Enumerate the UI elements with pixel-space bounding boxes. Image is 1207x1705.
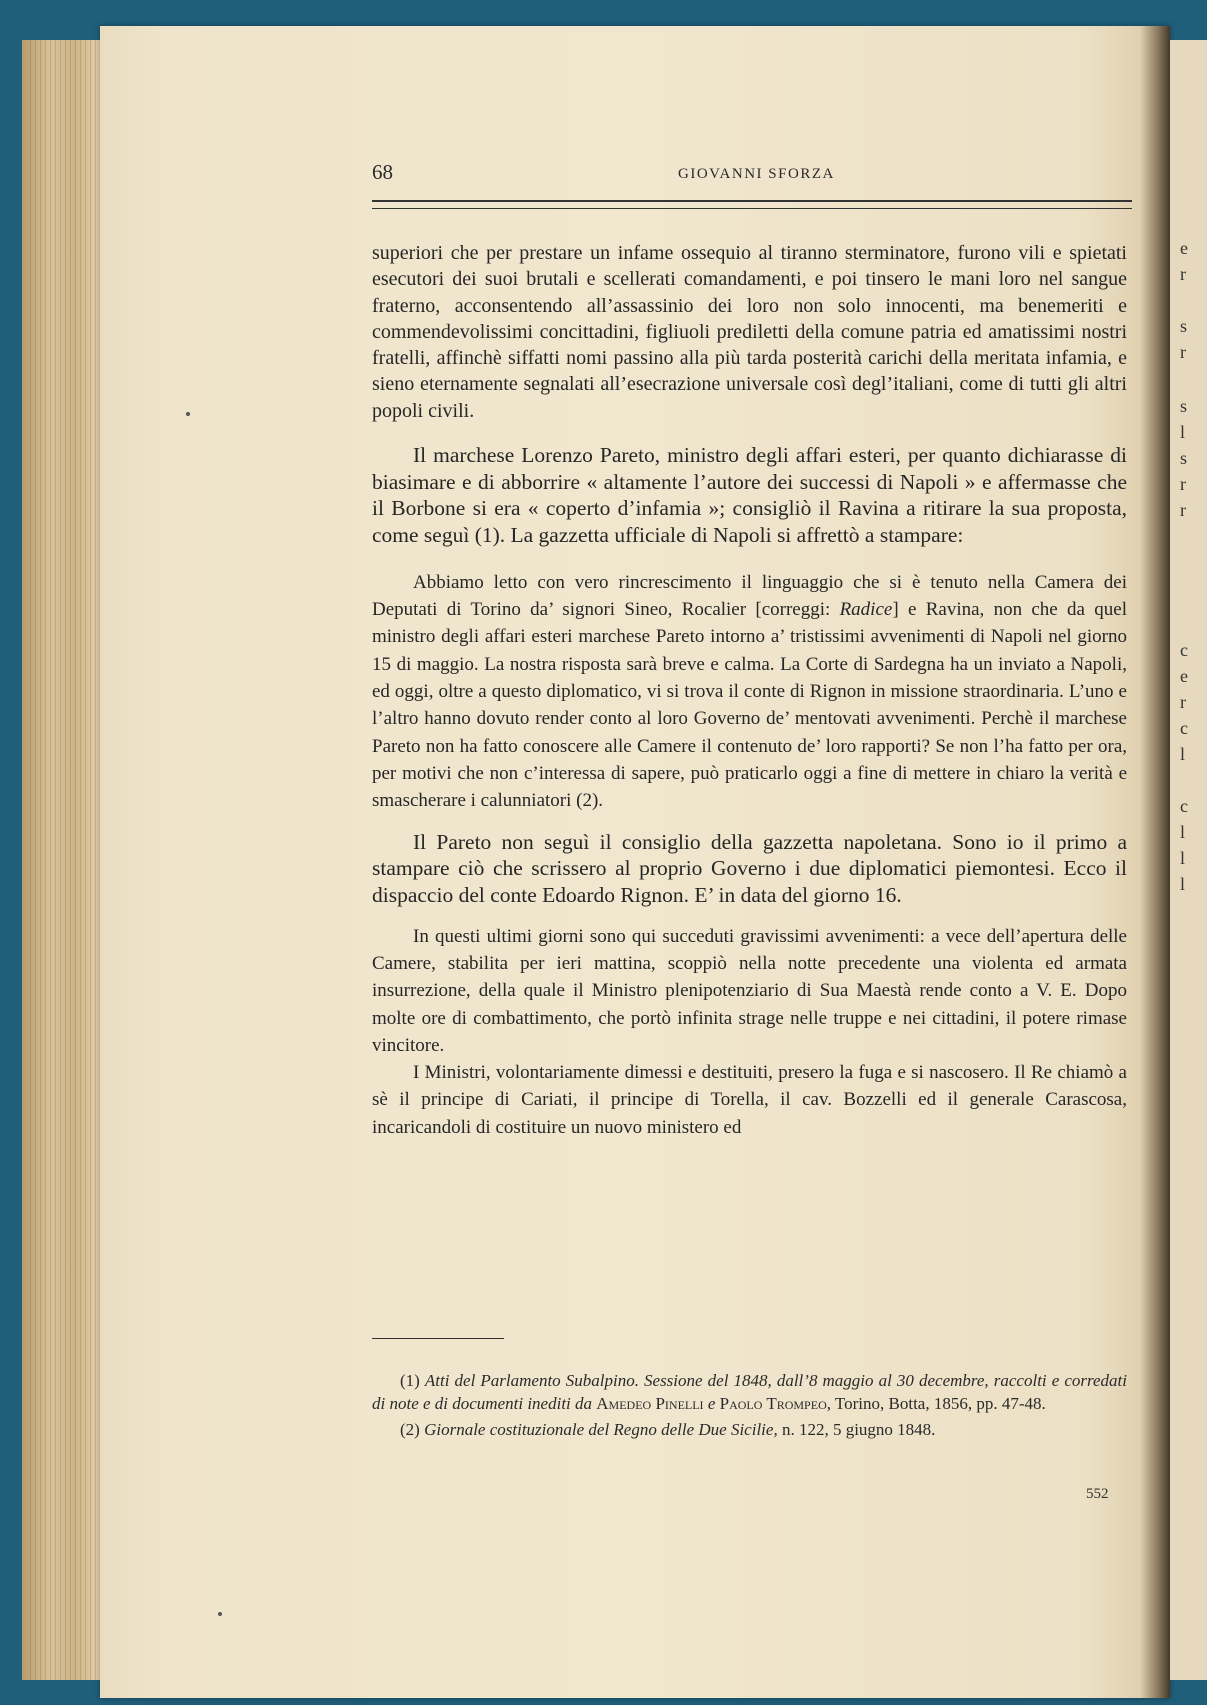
quotation-gazzetta: [372, 569, 1127, 815]
next-page-fragment: l: [1180, 848, 1186, 868]
next-page-edge: [1170, 40, 1207, 1680]
footnote-2: [372, 1419, 1127, 1442]
quote-text: ] e Ravina, non che da quel ministro degli affari esteri marchese Pareto intorno a’ tristissimi avvenimenti di Napoli nel giorno 15 di maggio. La nostra risposta sarà breve e calma. La Corte di Sardegna ha un inviato a Napoli, ed oggi, oltre a questo diplomatico, vi si trova il conte di Rignon in missione straordinaria. L’uno e l’altro hanno dovuto render conto al loro Governo de’ mentovati avvenimenti. Perchè il marchese Pareto non ha fatto conoscere alle Camere il contenuto de’ loro rapporti? Se non l’ha fatto per ora, per motivi che non c’interessa di sapere, può praticarlo oggi a fine di mettere in chiaro la verità e smascherare i calunniatori (2).: [372, 599, 1127, 812]
next-page-fragment: l: [1180, 744, 1186, 764]
paragraph-1: superiori che per prestare un infame ossequio al tiranno sterminatore, furono vili e spietati esecutori dei suoi brutali e scellerati comandamenti, e poi tinsero le mani loro nel sangue fraterno, acconsentendo all’assassinio dei loro non solo innocenti, ma benemeriti e commendevolissimi concittadini, figliuoli prediletti della comune patria ed amatissimi nostri fratelli, affinchè siffatti nomi passino alla più tarda posterità carichi della meritata infamia, e sieno eternamente segnalati all’esecrazione universale così degl’italiani, come di tutti gli altri popoli civili.: [372, 242, 1127, 422]
quotation-dispatch-2: I Ministri, volontariamente dimessi e destituiti, presero la fuga e si nascosero. Il Re chiamò a sè il principe di Cariati, il principe di Torella, il cav. Bozzelli ed il generale Carascosa, incaricandoli di costituire un nuovo ministero ed: [372, 1062, 1127, 1138]
footnote-marker: (1): [400, 1371, 425, 1390]
next-page-fragment: c: [1180, 640, 1188, 660]
header-rule-thin: [372, 208, 1132, 209]
footnote-italic: Atti del Parlamento Subalpino. Sessione del 1848, dall’8 maggio al 30 decembre, raccolti e corredati di note e di documenti inediti da: [372, 1371, 1127, 1413]
footnote-italic: Giornale costituzionale del Regno delle Due Sicilie,: [424, 1420, 778, 1439]
footnote-author: Amedeo Pinelli: [596, 1393, 704, 1413]
next-page-fragment: c: [1180, 718, 1188, 738]
header-rule: [372, 200, 1132, 202]
footnote-1: [372, 1370, 1127, 1415]
next-page-fragment: s: [1180, 448, 1188, 468]
signature-mark: 552: [1086, 1486, 1109, 1502]
next-page-fragment: s: [1180, 396, 1188, 416]
footnote-marker: (2): [400, 1420, 425, 1439]
scan-speck: [186, 412, 190, 416]
next-page-fragment: r: [1180, 342, 1186, 362]
next-page-fragment: r: [1180, 692, 1186, 712]
page-number: 68: [372, 160, 393, 184]
next-page-fragment: l: [1180, 422, 1186, 442]
page-header: [372, 160, 1132, 190]
next-page-fragment: r: [1180, 474, 1186, 494]
next-page-fragment: r: [1180, 500, 1186, 520]
footnote-tail: n. 122, 5 giugno 1848.: [777, 1420, 936, 1439]
next-page-fragment: s: [1180, 316, 1188, 336]
body-text: [372, 240, 1127, 1141]
footnote-tail: , Torino, Botta, 1856, pp. 47-48.: [826, 1393, 1046, 1413]
footnote-author: Paolo Trompeo: [719, 1393, 827, 1413]
scan-speck: [218, 1612, 222, 1616]
footnote-conjunction: e: [703, 1393, 720, 1413]
book-gutter: [1140, 26, 1170, 1698]
next-page-fragment: e: [1180, 238, 1188, 258]
running-head: GIOVANNI SFORZA: [678, 166, 835, 182]
paragraph-3: Il Pareto non seguì il consiglio della gazzetta napoletana. Sono io il primo a stampare ciò che scrissero al proprio Governo i due diplomatici piemontesi. Ecco il dispaccio del conte Edoardo Rignon. E’ in data del giorno 16.: [372, 829, 1127, 907]
next-page-fragment: l: [1180, 874, 1186, 894]
quote-italic: Radice: [839, 599, 893, 621]
quotation-dispatch-1: In questi ultimi giorni sono qui succeduti gravissimi avvenimenti: a vece dell’apertura delle Camere, stabilita per ieri mattina, scoppiò nella notte precedente una violenta ed armata insurrezione, della quale il Ministro plenipotenziario di Sua Maestà rende conto a V. E. Dopo molte ore di combattimento, che portò infinita strage nelle truppe e nei cittadini, il potere rimase vincitore.: [372, 925, 1127, 1056]
next-page-fragment: e: [1180, 666, 1188, 686]
next-page-fragment: c: [1180, 796, 1188, 816]
footnote-rule: [372, 1338, 504, 1339]
footnotes: [372, 1370, 1127, 1446]
paragraph-2: Il marchese Lorenzo Pareto, ministro degli affari esteri, per quanto dichiarasse di biasimare e di abborrire « altamente l’autore dei successi di Napoli » e affermasse che il Borbone si era « coperto d’infamia »; consigliò il Ravina a ritirare la sua proposta, come seguì (1). La gazzetta ufficiale di Napoli si affrettò a stampare:: [372, 443, 1127, 548]
next-page-fragment: r: [1180, 264, 1186, 284]
next-page-fragment: l: [1180, 822, 1186, 842]
quote-text: Abbiamo letto con vero rincrescimento il linguaggio che si è tenuto nella Camera dei Deputati di Torino da’ signori Sineo, Rocalier [correggi:: [372, 571, 1127, 621]
